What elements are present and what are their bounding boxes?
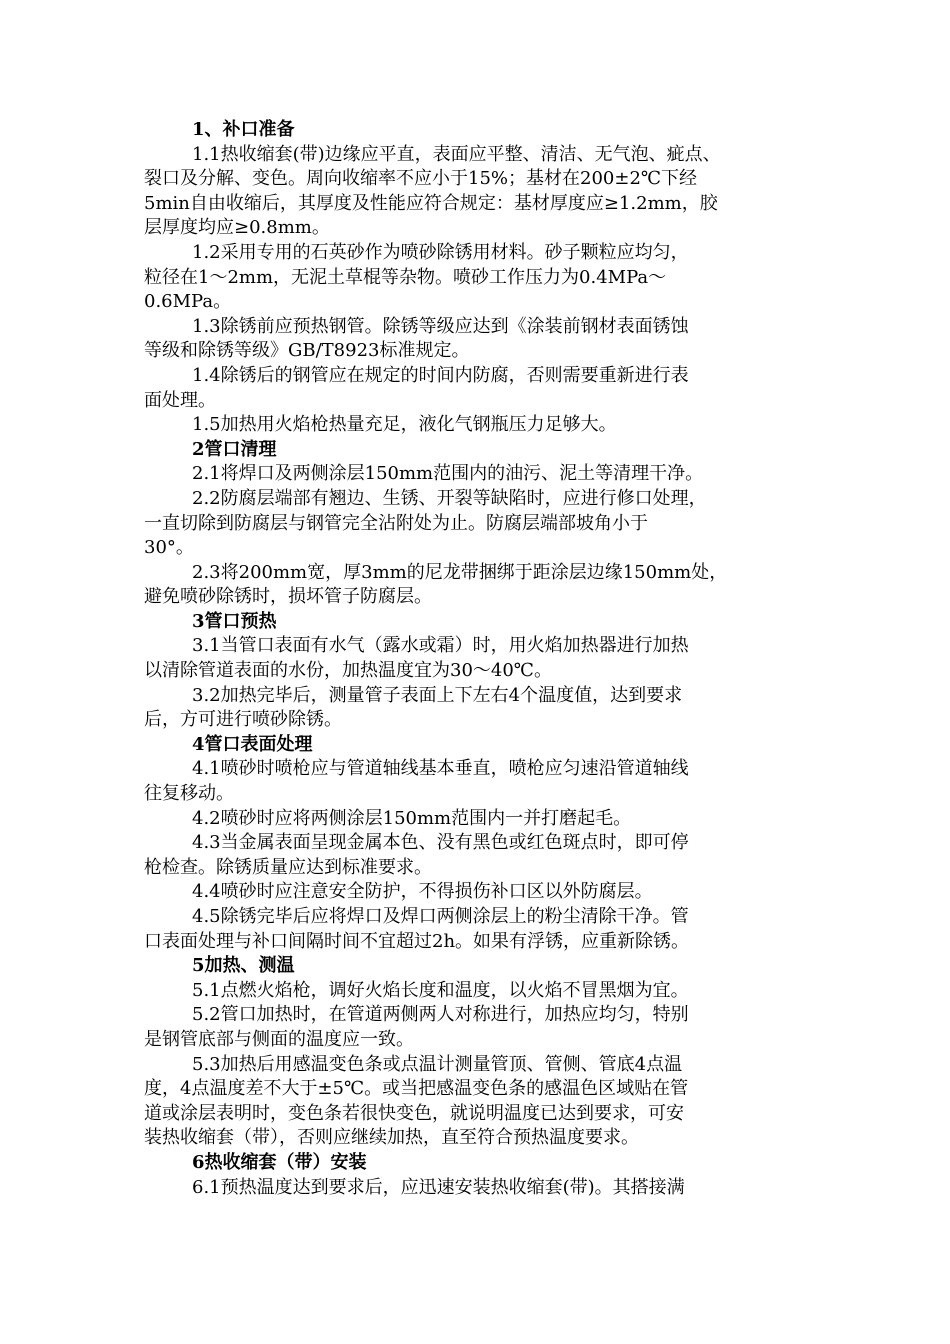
body-text-line: 4.4喷砂时应注意安全防护，不得损伤补口区以外防腐层。 — [192, 881, 653, 903]
document-page — [144, 118, 812, 1200]
body-text-line: 4.5除锈完毕后应将焊口及焊口两侧涂层上的粉尘清除干净。管 — [192, 906, 689, 927]
section-heading: 4管口表面处理 — [192, 733, 313, 755]
body-text-line: 裂口及分解、变色。周向收缩率不应小于15%；基材在200±2℃下经 — [144, 168, 698, 190]
body-text-line: 度，4点温度差不大于±5℃。或当把感温变色条的感温色区域贴在管 — [144, 1078, 689, 1100]
body-text-line: 粒径在1～2mm，无泥土草棍等杂物。喷砂工作压力为0.4MPa～ — [144, 266, 667, 288]
body-text-line: 2.2防腐层端部有翘边、生锈、开裂等缺陷时，应进行修口处理， — [192, 487, 707, 509]
body-text-line: 以清除管道表面的水份，加热温度宜为30～40℃。 — [144, 660, 552, 682]
body-text-line: 5.1点燃火焰枪，调好火焰长度和温度，以火焰不冒黑烟为宜。 — [192, 979, 689, 1001]
body-text-line: 2.1将焊口及两侧涂层150mm范围内的油污、泥土等清理干净。 — [192, 463, 704, 485]
body-text-line: 3.2加热完毕后，测量管子表面上下左右4个温度值，达到要求 — [192, 684, 683, 706]
body-text-line: 等级和除锈等级》GB/T8923标准规定。 — [144, 340, 470, 362]
body-text-line: 1.5加热用火焰枪热量充足，液化气钢瓶压力足够大。 — [192, 414, 617, 436]
body-text-line: 1.2采用专用的石英砂作为喷砂除锈用材料。砂子颗粒应均匀， — [192, 241, 689, 263]
body-text-line: 1.3除锈前应预热钢管。除锈等级应达到《涂装前钢材表面锈蚀 — [192, 315, 689, 337]
body-text-line: 避免喷砂除锈时，损坏管子防腐层。 — [144, 586, 432, 608]
section-heading: 2管口清理 — [192, 438, 277, 460]
body-text-line: 4.2喷砂时应将两侧涂层150mm范围内一并打磨起毛。 — [192, 807, 632, 829]
body-text-line: 3.1当管口表面有水气（露水或霜）时，用火焰加热器进行加热 — [192, 635, 689, 657]
body-text-line: 往复移动。 — [144, 783, 234, 805]
body-text-line: 1.4除锈后的钢管应在规定的时间内防腐，否则需要重新进行表 — [192, 364, 689, 386]
body-text-line: 是钢管底部与侧面的温度应一致。 — [144, 1028, 414, 1050]
body-text-line: 层厚度均应≥0.8mm。 — [144, 217, 330, 239]
body-text-line: 道或涂层表明时，变色条若很快变色，就说明温度已达到要求，可安 — [144, 1102, 684, 1124]
body-text-line: 1.1热收缩套(带)边缘应平直，表面应平整、清洁、无气泡、疵点、 — [192, 143, 721, 165]
section-heading: 1、补口准备 — [192, 119, 295, 140]
body-text-line: 5.3加热后用感温变色条或点温计测量管顶、管侧、管底4点温 — [192, 1053, 683, 1075]
body-text-line: 装热收缩套（带），否则应继续加热，直至符合预热温度要求。 — [144, 1127, 639, 1149]
section-heading: 3管口预热 — [192, 610, 277, 632]
body-text-line: 2.3将200mm宽，厚3mm的尼龙带捆绑于距涂层边缘150mm处， — [192, 561, 728, 583]
body-text-line: 30°。 — [144, 537, 194, 559]
body-text-line: 5.2管口加热时，在管道两侧两人对称进行，加热应均匀，特别 — [192, 1004, 689, 1026]
body-text-line: 面处理。 — [144, 389, 216, 411]
body-text-line: 4.1喷砂时喷枪应与管道轴线基本垂直，喷枪应匀速沿管道轴线 — [192, 758, 689, 780]
body-text-line: 6.1预热温度达到要求后，应迅速安装热收缩套(带)。其搭接满 — [192, 1176, 685, 1198]
section-heading: 5加热、测温 — [192, 955, 295, 977]
body-text-line: 口表面处理与补口间隔时间不宜超过2h。如果有浮锈，应重新除锈。 — [144, 930, 690, 952]
body-text-line: 4.3当金属表面呈现金属本色、没有黑色或红色斑点时，即可停 — [192, 832, 689, 854]
body-text-line: 一直切除到防腐层与钢管完全沾附处为止。防腐层端部坡角小于 — [144, 512, 648, 534]
body-text-line: 0.6MPa。 — [144, 291, 232, 313]
body-text-line: 后，方可进行喷砂除锈。 — [144, 709, 342, 731]
section-heading: 6热收缩套（带）安装 — [192, 1151, 367, 1173]
body-text-line: 5min自由收缩后，其厚度及性能应符合规定：基材厚度应≥1.2mm，胶 — [144, 192, 718, 214]
body-text-line: 枪检查。除锈质量应达到标准要求。 — [144, 856, 432, 878]
